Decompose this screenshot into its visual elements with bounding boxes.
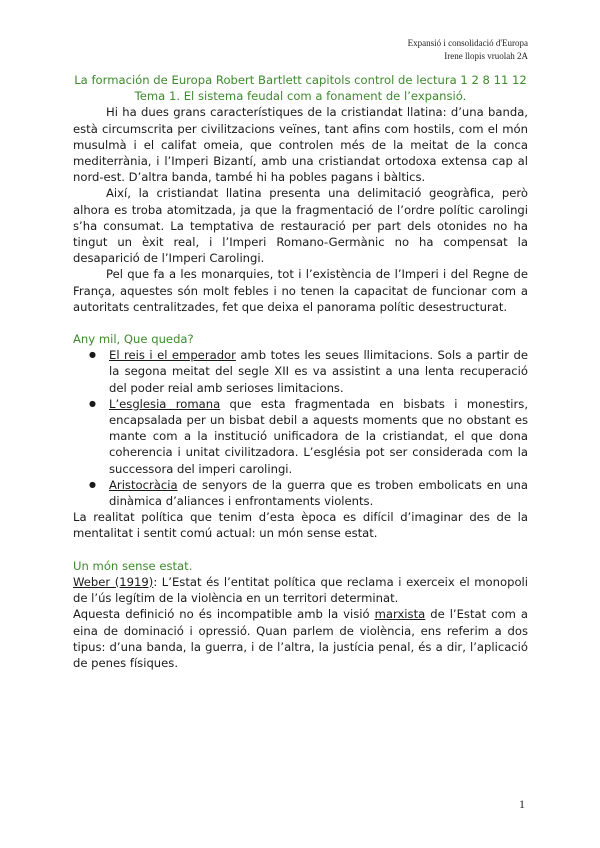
paragraph: Pel que fa a les monarquies, tot i l’existència de l’Imperi i del Regne de França, aquestes són molt febles i no tenen la capacitat de funcionar com a autoritats centralitzades, fet que deixa el panorama polític desestructurat.: [73, 267, 528, 314]
section-closing: La realitat política que tenim d’esta època es difícil d’imaginar des de la mentalitat i sentit comú actual: un món sense estat.: [73, 510, 528, 541]
page-header: [408, 37, 528, 63]
marxist-text-after: de l’Estat com a eina de dominació i opressió. Quan parlem de violència, ens referim a dos tipus: d’una banda, la guerra, i de l’altra, la justícia penal, és a dir, l’aplicació de penes físiques.: [73, 607, 528, 670]
list-item: [109, 396, 528, 477]
list-item-text: que esta fragmentada en bisbats i monestirs, encapsalada per un bisbat debil a aquests moments que no obstant es mante com a la institució unificadora de la cristiandat, el que dona coherencia i unitat civilitzadora. L’església pot ser considerada com la successora del imperi carolingi.: [109, 396, 528, 476]
document-title: La formación de Europa Robert Bartlett capitols control de lectura 1 2 8 11 12: [74, 73, 527, 87]
document-body: [73, 72, 528, 671]
paragraph: Hi ha dues grans característiques de la cristiandat llatina: d’una banda, està circumscrita per civilitzacions veïnes, tant afins com hostils, com el món musulmà i el califat omeia, que controlen més de la meitat de la conca mediterrània, i l’Imperi Bizantí, amb una cristiandat ortodoxa extensa cap al nord-est. D’altra banda, també hi ha pobles pagans i bàltics.: [73, 105, 528, 185]
list-item: [109, 477, 528, 509]
marxist-term: marxista: [374, 607, 426, 622]
weber-paragraph: [73, 574, 528, 606]
page-number: 1: [519, 797, 525, 811]
list-item-term: L’esglesia romana: [109, 396, 221, 411]
document-subtitle: Tema 1. El sistema feudal com a fonament de l’expansió.: [134, 89, 467, 104]
list-item-text: amb totes les seues llimitacions. Sols a partir de la segona meitat del segle XII es va assistint a una lenta recuperació del poder reial amb serioses limitacions.: [109, 348, 529, 395]
section-heading-mon-sense-estat: Un món sense estat.: [73, 558, 193, 573]
bullet-list: [73, 347, 528, 509]
list-item-term: El reis i el emperador: [109, 348, 236, 363]
list-item-text: de senyors de la guerra que es troben embolicats en una dinàmica d’aliances i enfrontaments violents.: [109, 477, 528, 509]
list-item: [109, 347, 528, 396]
paragraph: Així, la cristiandat llatina presenta una delimitació geogràfica, però alhora es troba atomitzada, ja que la fragmentació de l’ordre polític carolingi s’ha consumat. La temptativa de restauració per part dels otonides no ha tingut un èxit real, i l’Imperi Romano-Germànic no ha compensat la desaparició de l’Imperi Carolingi.: [73, 186, 528, 266]
list-item-term: Aristocràcia: [109, 477, 178, 492]
section-heading-any-mil: Any mil, Que queda?: [73, 332, 194, 347]
weber-reference: Weber (1919): [73, 574, 154, 589]
header-course: Expansió i consolidació d'Europa: [407, 38, 528, 48]
header-author: Irene llopis vruolah 2A: [444, 51, 528, 61]
marxist-paragraph: [73, 606, 528, 671]
marxist-text-before: Aquesta definició no és incompatible amb la visió: [73, 607, 375, 622]
weber-definition: : L’Estat és l’entitat política que reclama i exerceix el monopoli de l’ús legítim de la violència en un territori determinat.: [73, 574, 528, 606]
